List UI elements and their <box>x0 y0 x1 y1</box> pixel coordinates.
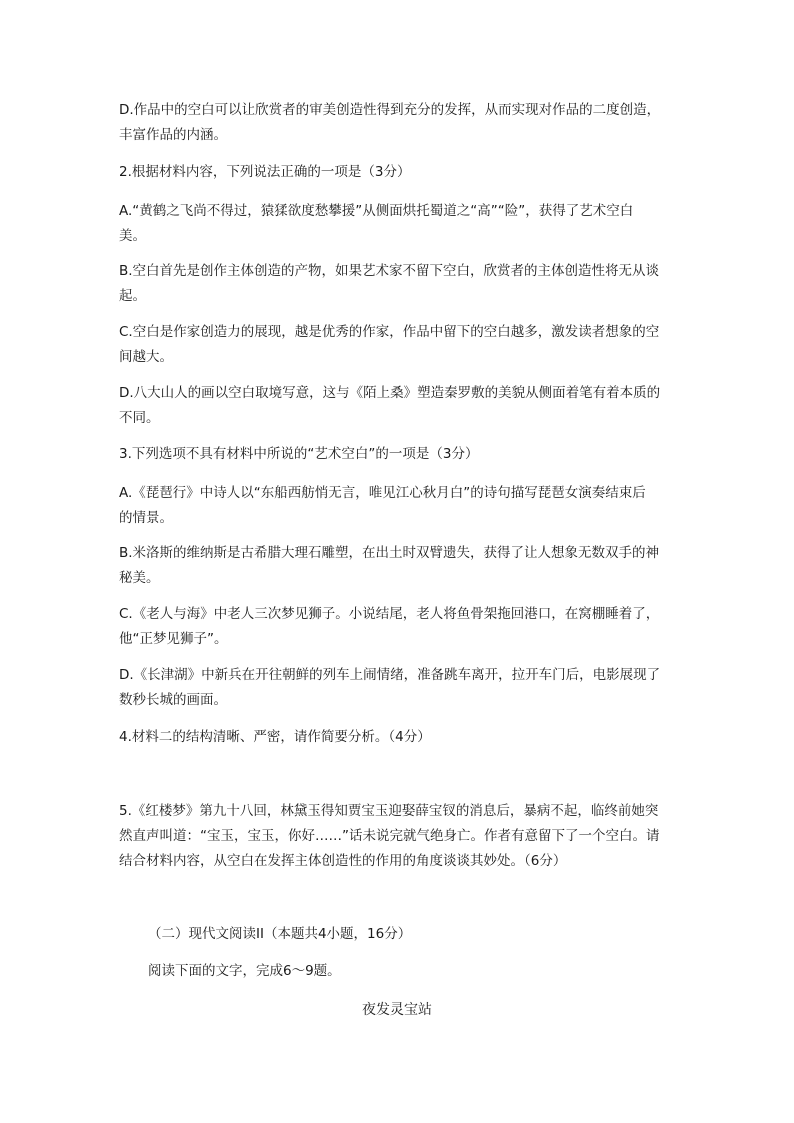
text-line: 起。 <box>119 288 146 304</box>
text-line: 秘美。 <box>119 570 160 586</box>
text-line: 的情景。 <box>119 510 173 526</box>
text-line: B.空白首先是创作主体创造的产物，如果艺术家不留下空白，欣赏者的主体创造性将无从谈 <box>119 263 660 279</box>
text-line: C.空白是作家创造力的展现，越是优秀的作家，作品中留下的空白越多，激发读者想象的空 <box>119 324 660 340</box>
question-2-option-d <box>119 381 679 431</box>
text-line: A.《琵琶行》中诗人以“东船西舫悄无言，唯见江心秋月白”的诗句描写琵琶女演奏结束后 <box>119 485 646 501</box>
text-line: 他“正梦见狮子”。 <box>119 631 228 647</box>
question-3-option-b <box>119 541 679 591</box>
article-title: 夜发灵宝站 <box>362 1002 432 1018</box>
section-heading: （二）现代文阅读II（本题共4小题，16分） <box>148 926 412 942</box>
text-line: C.《老人与海》中老人三次梦见狮子。小说结尾，老人将鱼骨架拖回港口，在窝棚睡着了， <box>119 606 660 622</box>
question-4 <box>119 725 679 750</box>
question-2-stem <box>119 160 679 185</box>
text-line: A.“黄鹤之飞尚不得过，猿猱欲度愁攀援”从侧面烘托蜀道之“高”“险”，获得了艺术空白 <box>119 203 634 219</box>
question-3-stem <box>119 442 679 467</box>
text-line: 不同。 <box>119 410 160 426</box>
text-line: 5.《红楼梦》第九十八回，林黛玉得知贾宝玉迎娶薛宝钗的消息后，暴病不起，临终前她突 <box>119 803 659 819</box>
text-line: 间越大。 <box>119 349 173 365</box>
question-text: 4.材料二的结构清晰、严密，请作简要分析。（4分） <box>119 729 431 745</box>
text-line: D.八大山人的画以空白取境写意，这与《陌上桑》塑造秦罗敷的美貌从侧面着笔有着本质的 <box>119 385 661 401</box>
text-line: D.作品中的空白可以让欣赏者的审美创造性得到充分的发挥，从而实现对作品的二度创造， <box>119 102 661 118</box>
question-2-option-a <box>119 199 679 249</box>
question-2-option-b <box>119 259 679 309</box>
text-line: 美。 <box>119 228 146 244</box>
text-line: 然直声叫道：“宝玉，宝玉，你好……”话未说完就气绝身亡。作者有意留下了一个空白。请 <box>119 828 660 844</box>
question-3-option-d <box>119 663 679 713</box>
question-3-option-c <box>119 602 679 652</box>
text-line: 丰富作品的内涵。 <box>119 127 227 143</box>
option-d-material-question <box>119 98 679 148</box>
text-line: D.《长津湖》中新兵在开往朝鲜的列车上闹情绪，准备跳车离开，拉开车门后，电影展现了 <box>119 667 661 683</box>
question-3-option-a <box>119 481 679 531</box>
question-2-option-c <box>119 320 679 370</box>
text-line: B.米洛斯的维纳斯是古希腊大理石雕塑，在出土时双臂遗失，获得了让人想象无数双手的神 <box>119 545 660 561</box>
question-text: 2.根据材料内容，下列说法正确的一项是（3分） <box>119 164 411 180</box>
text-line: 结合材料内容，从空白在发挥主体创造性的作用的角度谈谈其妙处。（6分） <box>119 853 567 869</box>
question-5 <box>119 799 679 874</box>
text-line: 数秒长城的画面。 <box>119 692 227 708</box>
reading-instruction: 阅读下面的文字，完成6～9题。 <box>148 963 341 979</box>
question-text: 3.下列选项不具有材料中所说的“艺术空白”的一项是（3分） <box>119 446 479 462</box>
